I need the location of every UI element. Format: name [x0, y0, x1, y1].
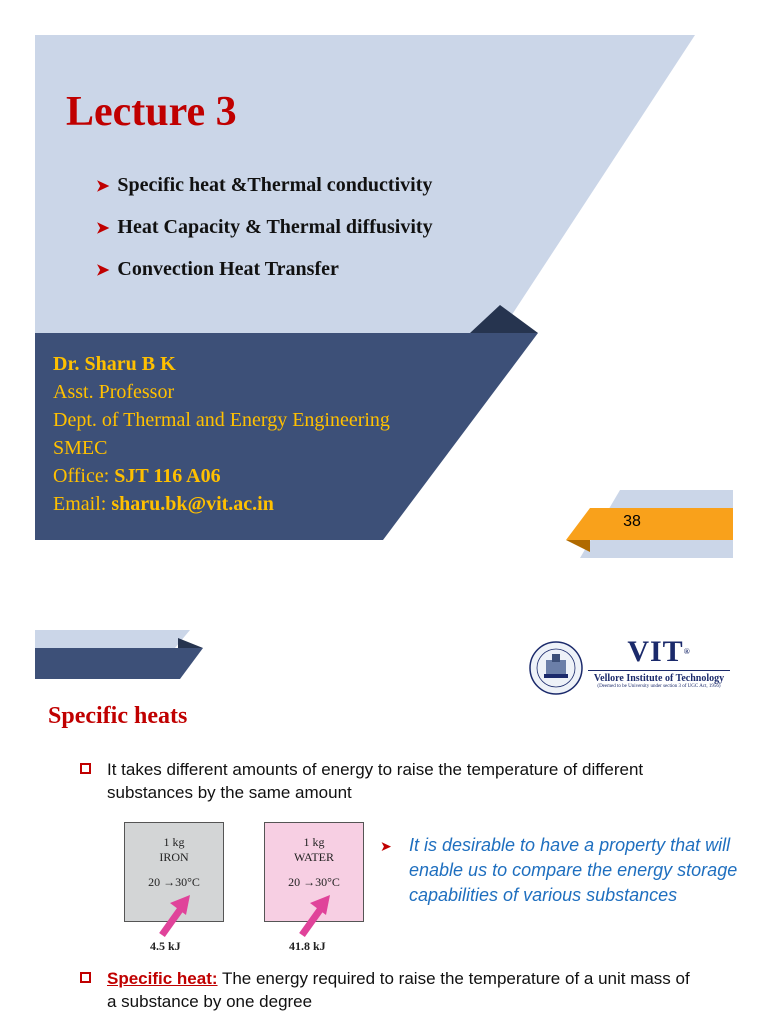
- slide-number: 38: [623, 513, 641, 530]
- iron-mass: 1 kg: [163, 835, 185, 849]
- presenter-school: SMEC: [53, 437, 108, 459]
- definition-body: The energy required to raise the temperature of a unit mass of a substance by one degree: [107, 969, 690, 1011]
- section-heading: Specific heats: [48, 703, 188, 729]
- email-link[interactable]: sharu.bk@vit.ac.in: [111, 493, 274, 515]
- topic-label: Heat Capacity & Thermal diffusivity: [117, 216, 433, 238]
- note-text: It is desirable to have a property that will enable us to compare the energy storage capabilities of various substances: [409, 835, 738, 905]
- bullet-text: It takes different amounts of energy to raise the temperature of different substances by the same amount: [107, 760, 644, 802]
- vit-logo: [588, 636, 730, 689]
- water-mass: 1 kg: [303, 835, 325, 849]
- arrow-bullet-icon: ➤: [96, 178, 110, 195]
- square-bullet-icon: [80, 763, 91, 774]
- definition-text: [107, 967, 697, 1013]
- topic-item: [96, 216, 433, 258]
- topic-label: Specific heat &Thermal conductivity: [117, 174, 433, 196]
- square-bullet-icon: [80, 972, 91, 983]
- presenter-info: [53, 350, 390, 518]
- topic-item: [96, 174, 433, 216]
- water-label: WATER: [294, 850, 334, 864]
- arrow-bullet-icon: ➤: [380, 838, 392, 854]
- water-temp: 20 →30°C: [288, 875, 340, 889]
- arrow-bullet-icon: ➤: [96, 262, 110, 279]
- water-energy: 41.8 kJ: [289, 939, 326, 953]
- page-number-fold: [566, 540, 590, 552]
- topic-item: [96, 258, 433, 300]
- iron-temp: 20 →30°C: [148, 875, 200, 889]
- heat-arrow-icon: [290, 895, 340, 940]
- vit-logo-tagline: (Deemed to be University under section 3 of UGC Act, 1956): [597, 684, 721, 689]
- topic-label: Convection Heat Transfer: [117, 258, 339, 280]
- header-navy-strip: [35, 648, 203, 679]
- presenter-office: Office: SJT 116 A06: [53, 465, 221, 487]
- iron-label: IRON: [159, 850, 189, 864]
- specific-heat-term: Specific heat:: [107, 969, 218, 988]
- vit-logo-fullname: Vellore Institute of Technology: [588, 670, 730, 684]
- vit-emblem-icon: [528, 640, 584, 696]
- presenter-name: Dr. Sharu B K: [53, 353, 176, 375]
- arrow-bullet-icon: ➤: [96, 220, 110, 237]
- presenter-email: Email: sharu.bk@vit.ac.in: [53, 493, 274, 515]
- vit-logo-name: VIT®: [627, 635, 691, 668]
- iron-energy: 4.5 kJ: [150, 939, 181, 953]
- presenter-department: Dept. of Thermal and Energy Engineering: [53, 409, 390, 431]
- lecture-title: Lecture 3: [66, 89, 237, 135]
- heat-arrow-icon: [150, 895, 200, 940]
- topic-list: [96, 174, 433, 300]
- presenter-designation: Asst. Professor: [53, 381, 175, 403]
